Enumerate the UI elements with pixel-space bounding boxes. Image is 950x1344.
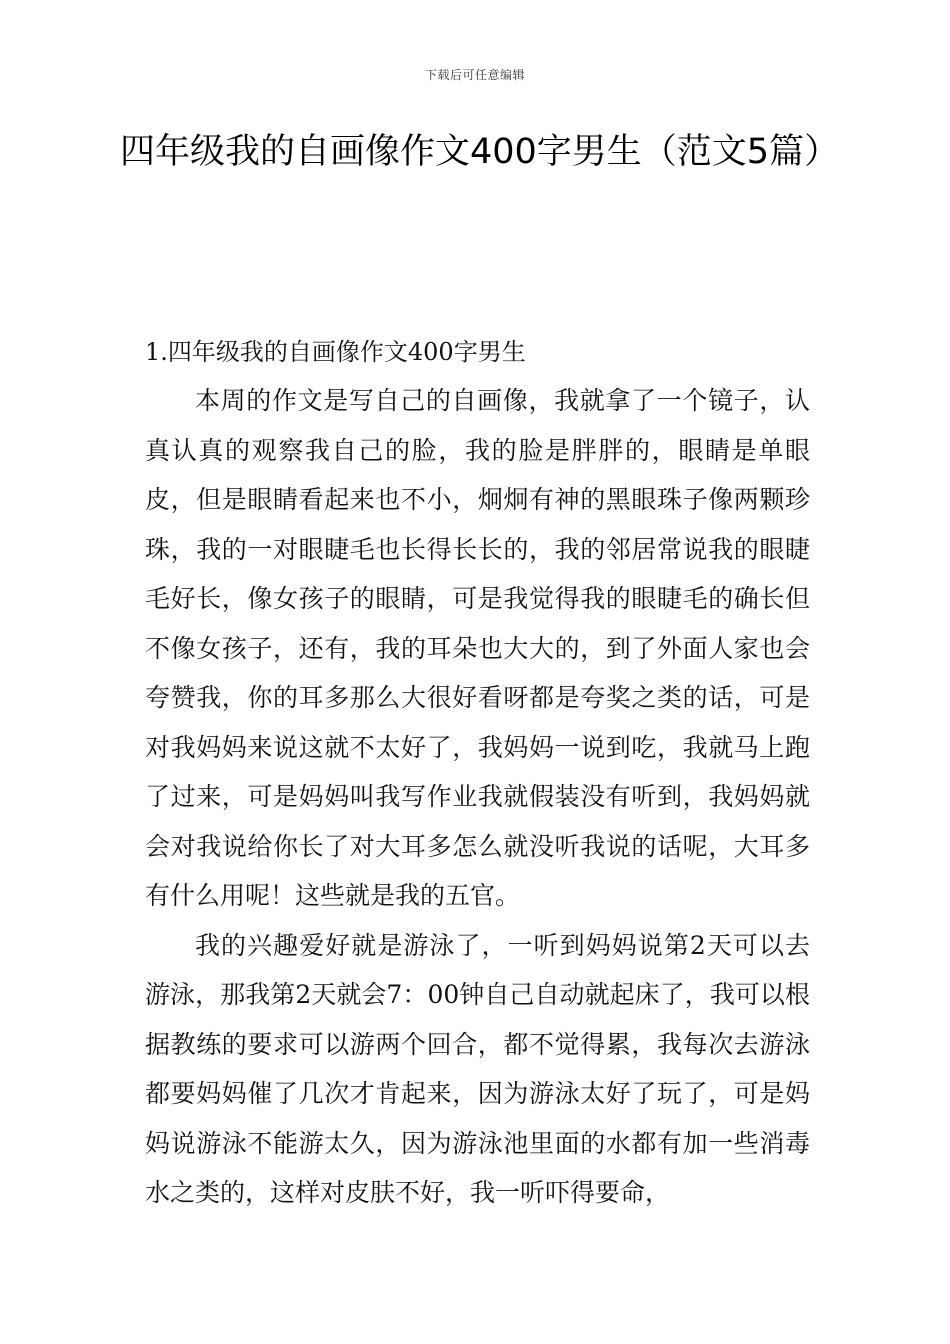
document-title: 四年级我的自画像作文400字男生（范文5篇） — [120, 132, 840, 172]
section-heading: 1.四年级我的自画像作文400字男生 — [145, 338, 526, 366]
paragraph-2: 我的兴趣爱好就是游泳了，一听到妈妈说第2天可以去游泳，那我第2天就会7：00钟自己自动就起床了，我可以根据教练的要求可以游两个回合，都不觉得累，我每次去游泳都要妈妈催了几次才肯起来，因为游泳太好了玩了，可是妈妈说游泳不能游太久，因为游泳池里面的水都有加一些消毒水之类的，这样对皮肤不好，我一听吓得要命， — [145, 930, 810, 1207]
document-body — [145, 328, 810, 1218]
header-note: 下载后可任意编辑 — [424, 68, 525, 82]
paragraph-1: 本周的作文是写自己的自画像，我就拿了一个镜子，认真认真的观察我自己的脸，我的脸是胖胖的，眼睛是单眼皮，但是眼睛看起来也不小，炯炯有神的黑眼珠子像两颗珍珠，我的一对眼睫毛也长得长长的，我的邻居常说我的眼睫毛好长，像女孩子的眼睛，可是我觉得我的眼睫毛的确长但不像女孩子，还有，我的耳朵也大大的，到了外面人家也会夸赞我，你的耳多那么大很好看呀都是夸奖之类的话，可是对我妈妈来说这就不太好了，我妈妈一说到吃，我就马上跑了过来，可是妈妈叫我写作业我就假装没有听到，我妈妈就会对我说给你长了对大耳多怎么就没听我说的话呢，大耳多有什么用呢！这些就是我的五官。 — [145, 386, 810, 910]
